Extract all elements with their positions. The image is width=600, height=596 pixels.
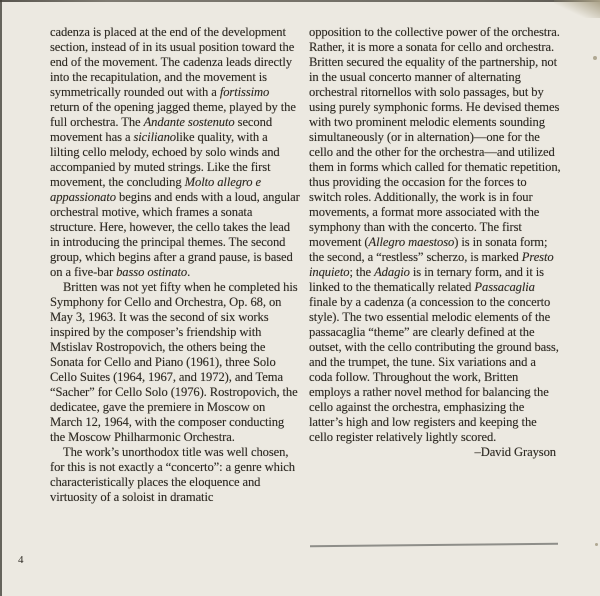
scan-speck (593, 56, 597, 60)
scan-top-edge (0, 0, 600, 2)
scan-left-edge (0, 0, 2, 596)
byline: –David Grayson (474, 445, 556, 459)
right-column (309, 25, 561, 460)
paragraph: opposition to the collective power of the orchestra. Rather, it is more a sonata for cello and orchestra. Britten secured the equality of the partnership, not in the usual concerto manner of alternating orchestral ritornellos with solo passages, but by using purely symphonic forms. He devised themes with two prominent melodic elements sounding simultaneously (or in alternation)—one for the cello and the other for the orchestra—and utilized them in forms which called for thematic repetition, thus providing the occasion for the forces to switch roles. Additionally, the work is in four movements, a format more associated with the symphony than with the concerto. The first movement (Allegro maestoso) is in sonata form; the second, a “restless” scherzo, is marked Presto inquieto; the Adagio is in ternary form, and it is linked to the thematically related Passacaglia finale by a cadenza (a concession to the concerto style). The two essential melodic elements of the passacaglia “theme” are clearly defined at the outset, with the cello contributing the ground bass, and the trumpet, the tune. Six variations and a coda follow. Throughout the work, Britten employs a rather novel method for balancing the cello against the orchestra, emphasizing the latter’s high and low registers and keeping the cello register relatively lightly scored. (309, 25, 561, 444)
page-number: 4 (18, 554, 24, 566)
paragraph: Britten was not yet fifty when he completed his Symphony for Cello and Orchestra, Op. 68, on May 3, 1963. It was the second of six works inspired by the composer’s friendship with Mstislav Rostropovich, the others being the Sonata for Cello and Piano (1961), three Solo Cello Suites (1964, 1967, and 1972), and Tema “Sacher” for Cello Solo (1976). Rostropovich, the dedicatee, gave the premiere in Moscow on March 12, 1964, with the composer conducting the Moscow Philharmonic Orchestra. (50, 280, 298, 444)
scan-speck (595, 543, 598, 546)
scan-corner-shade (554, 0, 600, 18)
paragraph: The work’s unorthodox title was well chosen, for this is not exactly a “concerto”: a genre which characteristically places the eloquence and virtuosity of a soloist in dramatic (50, 445, 295, 504)
footnote-rule (310, 543, 558, 547)
left-column (50, 25, 300, 505)
paragraph: cadenza is placed at the end of the development section, instead of in its usual position toward the end of the movement. The cadenza leads directly into the recapitulation, and the movement is symmetrically rounded out with a fortissimo return of the opening jagged theme, played by the full orchestra. The Andante sostenuto second movement has a sicilianolike quality, with a lilting cello melody, echoed by solo winds and accompanied by muted strings. Like the first movement, the concluding Molto allegro e appassionato begins and ends with a loud, angular orchestral motive, which frames a sonata structure. Here, however, the cello takes the lead in introducing the principal themes. The second group, which begins after a grand pause, is based on a five-bar basso ostinato. (50, 25, 300, 279)
